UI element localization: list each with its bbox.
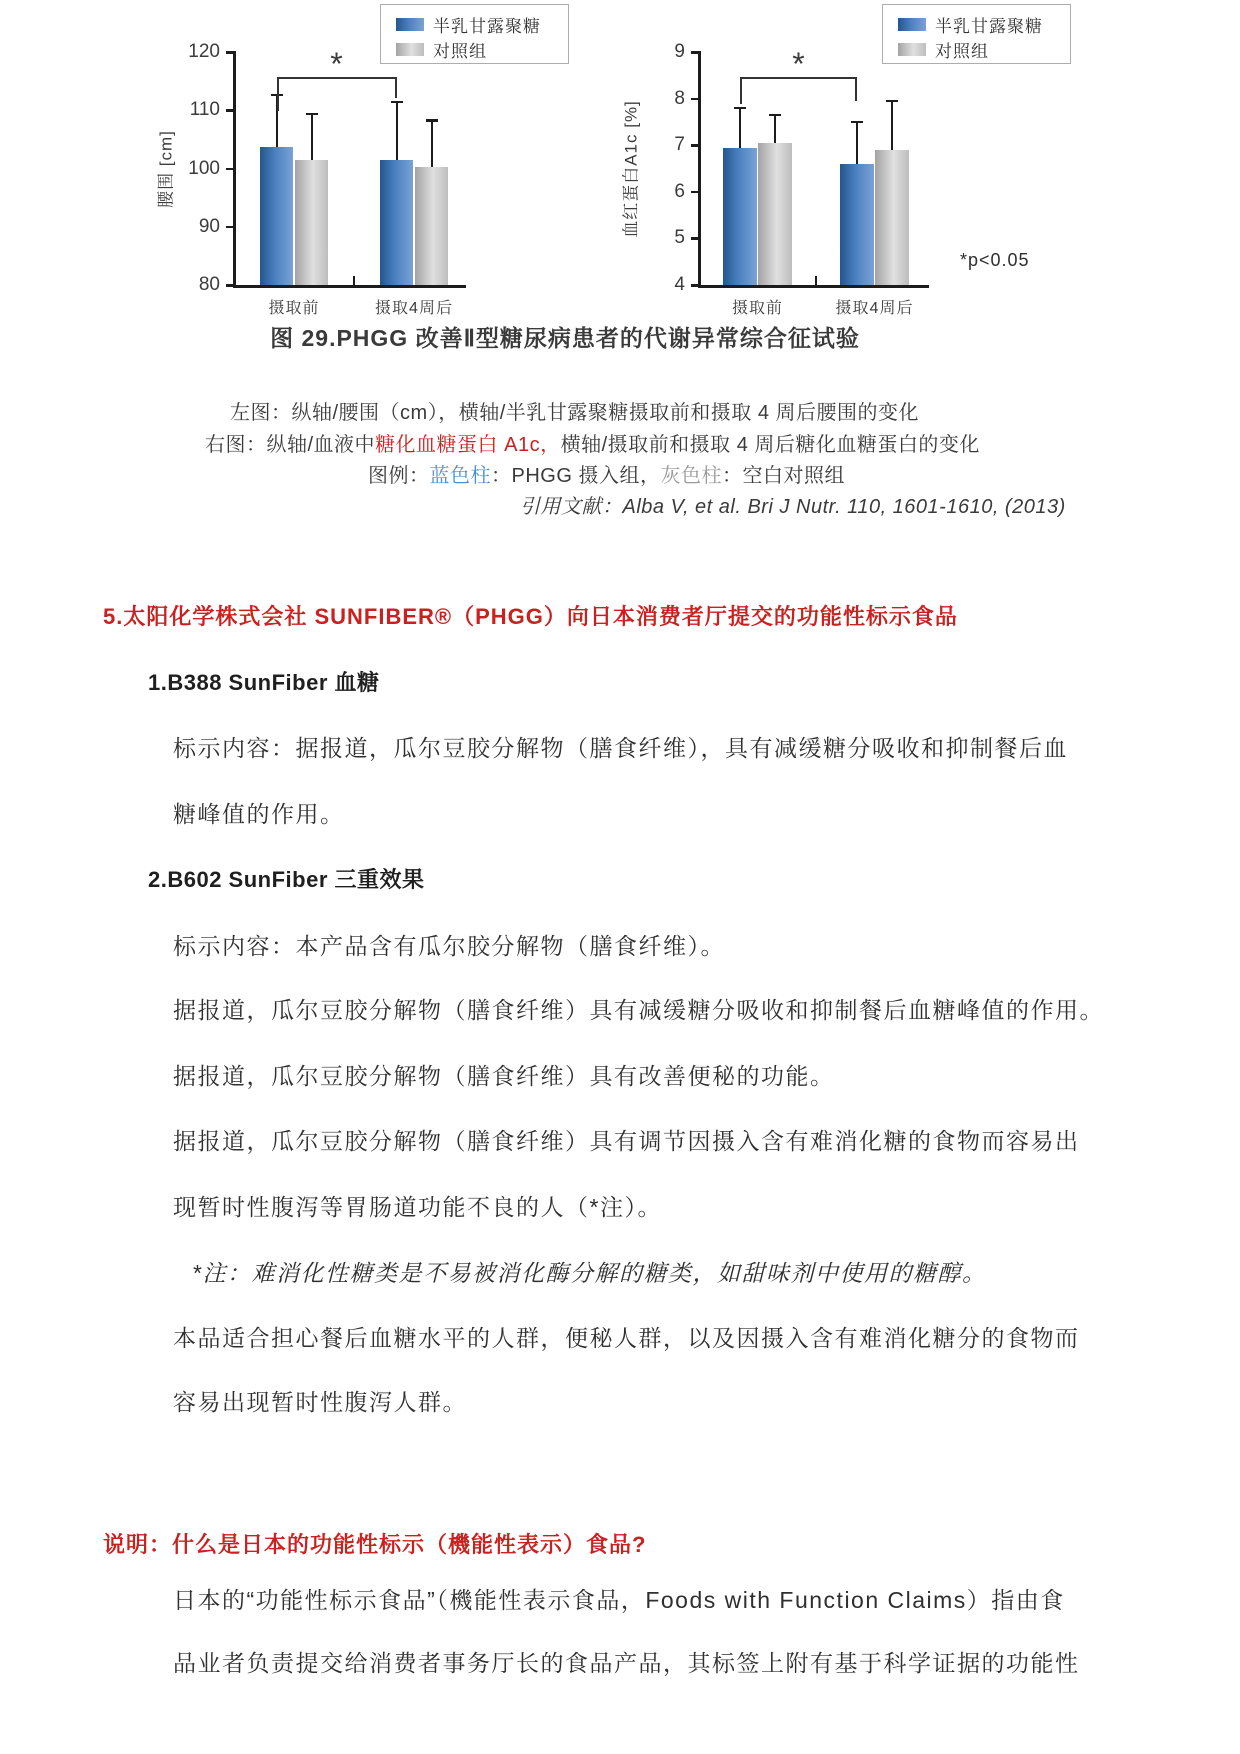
figure-note-legend <box>368 459 845 488</box>
error-bar <box>431 120 433 167</box>
b602-claim-line-3: 据报道，瓜尔豆胶分解物（膳食纤维）具有改善便秘的功能。 <box>173 1063 835 1089</box>
plot-area <box>621 41 929 317</box>
significance-star: * <box>330 46 343 82</box>
b602-claim-line-1: 标示内容：本产品含有瓜尔胶分解物（膳食纤维）。 <box>173 933 725 959</box>
y-tick-label: 6 <box>674 180 685 202</box>
y-tick-mark <box>691 144 701 147</box>
y-tick-label: 90 <box>198 215 220 237</box>
legend-label: 半乳甘露聚糖 <box>433 17 541 36</box>
y-tick-mark <box>691 98 701 101</box>
bar-control-group1 <box>295 160 328 285</box>
bar-phgg-group2 <box>840 164 874 285</box>
legend-note-gray-bar: 灰色柱 <box>660 465 722 487</box>
y-tick-mark <box>691 51 701 54</box>
x-category-label: 摄取4周后 <box>835 300 914 317</box>
bar-control-group2 <box>415 167 448 285</box>
note-right-prefix: 右图：纵轴/血液中 <box>205 434 376 456</box>
error-bar <box>311 114 313 161</box>
legend-note-blue-bar: 蓝色柱 <box>429 465 491 487</box>
bar-control-group2 <box>875 150 909 285</box>
bar-phgg-group2 <box>380 160 413 285</box>
error-bar-cap <box>851 121 863 124</box>
explain-heading: 说明：什么是日本的功能性标示（機能性表示）食品? <box>103 1532 647 1557</box>
section5-heading: 5.太阳化学株式会社 SUNFIBER®（PHGG）向日本消费者厅提交的功能性标示食品 <box>103 604 958 629</box>
y-tick-label: 110 <box>189 99 220 121</box>
y-tick-mark <box>226 109 236 112</box>
b388-claim-line-2: 糖峰值的作用。 <box>173 801 345 827</box>
chart-hba1c <box>600 0 1140 335</box>
figure-caption: 图 29.PHGG 改善Ⅱ型糖尿病患者的代谢异常综合征试验 <box>270 325 860 351</box>
error-bar-cap <box>769 114 781 117</box>
y-tick-label: 80 <box>198 274 220 295</box>
legend-label: 对照组 <box>433 42 487 61</box>
y-tick-mark <box>691 237 701 240</box>
y-tick-mark <box>226 51 236 54</box>
x-category-label: 摄取前 <box>268 300 320 317</box>
significance-bracket-right-leg <box>395 77 397 98</box>
b602-suitable-line-2: 容易出现暂时性腹泻人群。 <box>173 1389 467 1415</box>
legend-swatch-gray <box>396 43 424 56</box>
y-tick-mark <box>691 191 701 194</box>
legend-item-blue <box>396 12 541 37</box>
chart-waist-circumference <box>140 0 590 335</box>
error-bar-cap <box>306 113 318 116</box>
error-bar <box>856 122 858 164</box>
error-bar <box>774 115 776 143</box>
significance-bracket-left-leg <box>277 77 279 111</box>
error-bar-cap <box>391 101 403 104</box>
error-bar <box>396 102 398 160</box>
legend-item-gray <box>396 37 487 62</box>
figure-note-right-chart <box>205 428 980 457</box>
y-tick-label: 8 <box>674 87 685 109</box>
bar-phgg-group1 <box>260 147 293 285</box>
chart-legend <box>380 4 569 64</box>
p-value-annotation: *p<0.05 <box>960 250 1030 270</box>
y-tick-label: 5 <box>674 227 685 249</box>
error-bar-cap <box>886 100 898 103</box>
bar-phgg-group1 <box>723 148 757 285</box>
x-category-label: 摄取前 <box>731 300 783 317</box>
y-tick-mark <box>226 226 236 229</box>
y-tick-label: 9 <box>674 41 685 62</box>
legend-label: 对照组 <box>935 42 989 61</box>
y-axis-label: 血红蛋白A1c [%] <box>621 99 641 238</box>
y-tick-mark <box>691 284 701 287</box>
legend-swatch-blue <box>898 18 926 31</box>
b602-subheading: 2.B602 SunFiber 三重效果 <box>148 867 425 892</box>
legend-note-blue-desc: ：PHGG 摄入组， <box>491 465 661 487</box>
explain-line-2: 品业者负责提交给消费者事务厅长的食品产品，其标签上附有基于科学证据的功能性 <box>173 1650 1080 1676</box>
y-tick-mark <box>226 284 236 287</box>
b388-claim-line-1: 标示内容：据报道，瓜尔豆胶分解物（膳食纤维），具有减缓糖分吸收和抑制餐后血 <box>173 735 1068 761</box>
b388-subheading: 1.B388 SunFiber 血糖 <box>148 670 380 695</box>
y-tick-mark <box>226 168 236 171</box>
error-bar <box>739 108 741 148</box>
note-left-text: 左图：纵轴/腰围（cm），横轴/半乳甘露聚糖摄取前和摄取 4 周后腰围的变化 <box>230 402 920 424</box>
b602-suitable-line-1: 本品适合担心餐后血糖水平的人群，便秘人群，以及因摄入含有难消化糖分的食物而 <box>173 1325 1080 1351</box>
significance-bracket-left-leg <box>740 77 742 104</box>
explain-line-1: 日本的“功能性标示食品”（機能性表示食品，Foods with Function Claims）指由食 <box>173 1587 1065 1613</box>
x-mid-tick <box>353 276 355 285</box>
legend-item-gray <box>898 37 989 62</box>
legend-item-blue <box>898 12 1043 37</box>
error-bar <box>891 101 893 150</box>
b602-claim-line-2: 据报道，瓜尔豆胶分解物（膳食纤维）具有减缓糖分吸收和抑制餐后血糖峰值的作用。 <box>173 997 1104 1023</box>
y-tick-label: 120 <box>188 41 220 62</box>
y-tick-label: 100 <box>188 157 220 179</box>
y-axis-label: 腰围 [cm] <box>156 129 176 208</box>
note-right-highlight: 糖化血糖蛋白 A1c， <box>375 434 561 456</box>
error-bar-cap <box>426 119 438 122</box>
figure-citation: 引用文献：Alba V, et al. Bri J Nutr. 110, 1601-1610, (2013) <box>520 496 1066 518</box>
x-mid-tick <box>815 276 817 285</box>
b602-claim-line-4: 据报道，瓜尔豆胶分解物（膳食纤维）具有调节因摄入含有难消化糖的食物而容易出 <box>173 1128 1080 1154</box>
legend-note-gray-desc: ：空白对照组 <box>721 465 845 487</box>
bar-control-group1 <box>758 143 792 285</box>
y-tick-label: 7 <box>674 134 685 156</box>
note-right-suffix: 横轴/摄取前和摄取 4 周后糖化血糖蛋白的变化 <box>560 434 980 456</box>
legend-swatch-blue <box>396 18 424 31</box>
significance-star: * <box>792 46 805 82</box>
legend-swatch-gray <box>898 43 926 56</box>
x-category-label: 摄取4周后 <box>375 300 453 317</box>
legend-label: 半乳甘露聚糖 <box>935 17 1043 36</box>
y-tick-label: 4 <box>674 274 685 295</box>
significance-bracket-right-leg <box>855 77 857 101</box>
error-bar-cap <box>734 107 746 110</box>
figure-note-left-chart <box>230 396 919 425</box>
legend-note-prefix: 图例： <box>368 465 430 487</box>
b602-claim-line-5: 现暂时性腹泻等胃肠道功能不良的人（*注）。 <box>173 1194 662 1220</box>
chart-legend <box>882 4 1071 64</box>
b602-footnote: *注：难消化性糖类是不易被消化酶分解的糖类，如甜味剂中使用的糖醇。 <box>192 1260 987 1286</box>
